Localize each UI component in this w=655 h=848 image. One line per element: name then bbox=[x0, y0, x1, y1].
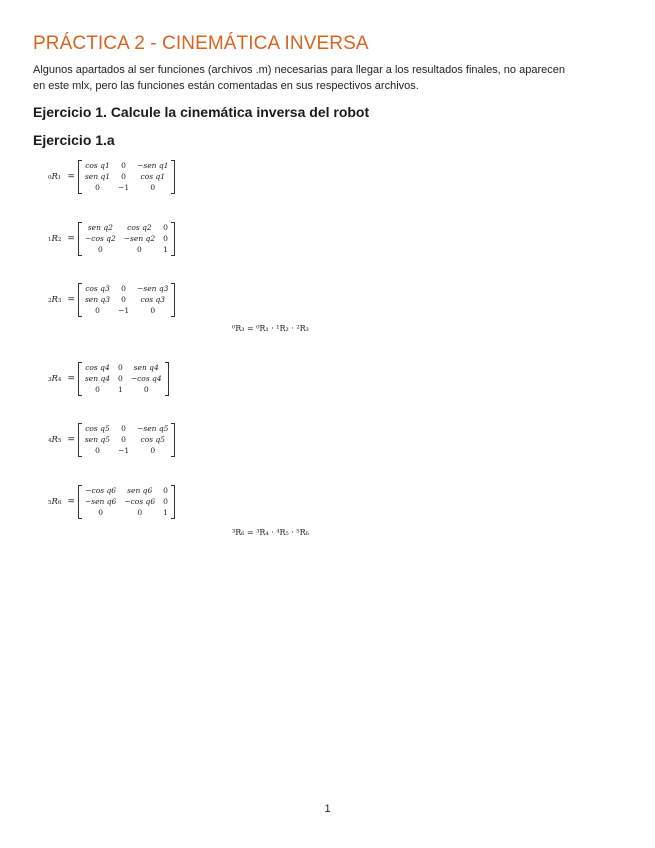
matrix-cell: 0 bbox=[163, 234, 168, 243]
page-number: 1 bbox=[324, 803, 331, 815]
matrix-label bbox=[48, 497, 61, 507]
matrix-cell: cos q3 bbox=[140, 295, 166, 304]
matrix-cell: cos q2 bbox=[127, 223, 152, 232]
rotation-symbol: R bbox=[51, 234, 58, 244]
rotation-matrix-equation bbox=[48, 362, 169, 396]
rotation-symbol: R bbox=[51, 497, 58, 507]
rotation-symbol: R bbox=[51, 435, 58, 445]
matrix-cell: 0 bbox=[95, 183, 100, 192]
equals-sign: = bbox=[67, 497, 75, 507]
matrix-cell: sen q6 bbox=[127, 486, 153, 495]
matrix-cell: 1 bbox=[163, 245, 168, 254]
equals-sign: = bbox=[67, 172, 75, 182]
matrix-cell: 0 bbox=[121, 435, 126, 444]
matrix-cell: cos q5 bbox=[85, 424, 110, 433]
matrix-label bbox=[48, 295, 61, 305]
matrix-cell: −sen q2 bbox=[123, 234, 156, 243]
page-title: PRÁCTICA 2 - CINEMÁTICA INVERSA bbox=[33, 33, 369, 54]
matrix-body bbox=[78, 423, 176, 457]
matrix-cell: −sen q1 bbox=[137, 161, 169, 170]
matrix-cell: 0 bbox=[118, 363, 123, 372]
frame-superscript: 2 bbox=[48, 298, 52, 304]
matrix-body bbox=[78, 485, 175, 519]
matrix-cell: 0 bbox=[121, 161, 126, 170]
rotation-product-0-3: ⁰R₃ = ⁰R₁ · ¹R₂ · ²R₃ bbox=[232, 324, 309, 333]
matrix-cell: 1 bbox=[163, 508, 168, 517]
matrix-cell: 0 bbox=[121, 284, 126, 293]
matrix-body bbox=[78, 160, 176, 194]
matrix-cell: 0 bbox=[97, 245, 103, 254]
frame-subscript: 1 bbox=[57, 175, 62, 181]
intro-line-2: en este mlx, pero las funciones están comentadas en sus respectivos archivos. bbox=[33, 80, 419, 92]
matrix-cell: 0 bbox=[137, 245, 142, 254]
matrix-label bbox=[48, 172, 61, 182]
matrix-cell: sen q1 bbox=[84, 172, 111, 181]
frame-superscript: 3 bbox=[48, 377, 52, 383]
matrix-cell: cos q1 bbox=[140, 172, 166, 181]
rotation-product-3-6: ³R₆ = ³R₄ · ⁴R₅ · ⁵R₆ bbox=[232, 528, 309, 537]
matrix-cell: 0 bbox=[121, 424, 126, 433]
matrix-cell: sen q4 bbox=[84, 374, 111, 383]
frame-subscript: 5 bbox=[57, 438, 62, 444]
matrix-cell: 0 bbox=[95, 446, 100, 455]
matrix-cell: cos q1 bbox=[85, 161, 110, 170]
frame-superscript: 0 bbox=[48, 175, 52, 181]
matrix-cell: −cos q6 bbox=[124, 497, 156, 506]
matrix-cell: 0 bbox=[163, 223, 168, 232]
matrix-cell: 0 bbox=[150, 183, 156, 192]
equals-sign: = bbox=[67, 234, 75, 244]
intro-line-1: Algunos apartados al ser funciones (archivos .m) necesarias para llegar a los resultados finales, no aparecen bbox=[33, 64, 565, 76]
matrix-cell: sen q5 bbox=[84, 435, 111, 444]
frame-superscript: 5 bbox=[48, 500, 52, 506]
matrix-cell: −cos q4 bbox=[130, 374, 162, 383]
matrix-body bbox=[78, 283, 176, 317]
matrix-cell: −1 bbox=[118, 183, 130, 192]
matrix-cell: 0 bbox=[95, 385, 100, 394]
exercise-heading: Ejercicio 1. Calcule la cinemática inversa del robot bbox=[33, 104, 370, 120]
equals-sign: = bbox=[67, 374, 75, 384]
matrix-cell: −cos q2 bbox=[84, 234, 116, 243]
matrix-cell: −sen q5 bbox=[137, 424, 169, 433]
matrix-cell: −cos q6 bbox=[85, 486, 117, 495]
rotation-matrix-equation bbox=[48, 222, 175, 256]
frame-superscript: 1 bbox=[48, 237, 52, 243]
matrix-cell: 0 bbox=[150, 306, 156, 315]
matrix-cell: 0 bbox=[143, 385, 149, 394]
matrix-cell: 0 bbox=[98, 508, 104, 517]
matrix-cell: 0 bbox=[121, 295, 126, 304]
matrix-cell: 1 bbox=[118, 385, 123, 394]
rotation-symbol: R bbox=[51, 172, 58, 182]
frame-subscript: 4 bbox=[57, 377, 62, 383]
rotation-matrix-equation bbox=[48, 283, 175, 317]
rotation-symbol: R bbox=[51, 374, 58, 384]
matrix-cell: 0 bbox=[118, 374, 123, 383]
matrix-cell: 0 bbox=[163, 497, 168, 506]
equals-sign: = bbox=[67, 435, 75, 445]
matrix-label bbox=[48, 234, 61, 244]
matrix-cell: 0 bbox=[137, 508, 143, 517]
matrix-cell: 0 bbox=[121, 172, 126, 181]
intro-paragraph bbox=[33, 62, 623, 94]
rotation-symbol: R bbox=[51, 295, 58, 305]
equals-sign: = bbox=[67, 295, 75, 305]
frame-superscript: 4 bbox=[48, 438, 52, 444]
matrix-cell: 0 bbox=[150, 446, 156, 455]
subexercise-heading: Ejercicio 1.a bbox=[33, 132, 115, 148]
matrix-cell: −1 bbox=[118, 446, 130, 455]
matrix-cell: 0 bbox=[95, 306, 100, 315]
frame-subscript: 3 bbox=[57, 298, 62, 304]
matrix-cell: cos q4 bbox=[85, 363, 110, 372]
matrix-label bbox=[48, 435, 61, 445]
rotation-matrix-equation bbox=[48, 485, 175, 519]
matrix-cell: −sen q3 bbox=[137, 284, 169, 293]
matrix-cell: cos q5 bbox=[140, 435, 166, 444]
rotation-matrix-equation bbox=[48, 423, 175, 457]
rotation-matrix-equation bbox=[48, 160, 175, 194]
matrix-body bbox=[78, 222, 175, 256]
matrix-cell: −sen q6 bbox=[84, 497, 117, 506]
matrix-body bbox=[78, 362, 169, 396]
matrix-label bbox=[48, 374, 61, 384]
matrix-cell: 0 bbox=[163, 486, 168, 495]
frame-subscript: 6 bbox=[57, 500, 62, 506]
matrix-cell: sen q4 bbox=[133, 363, 159, 372]
matrix-cell: −1 bbox=[118, 306, 130, 315]
matrix-cell: sen q3 bbox=[84, 295, 111, 304]
frame-subscript: 2 bbox=[57, 237, 62, 243]
matrix-cell: cos q3 bbox=[85, 284, 110, 293]
matrix-cell: sen q2 bbox=[87, 223, 113, 232]
